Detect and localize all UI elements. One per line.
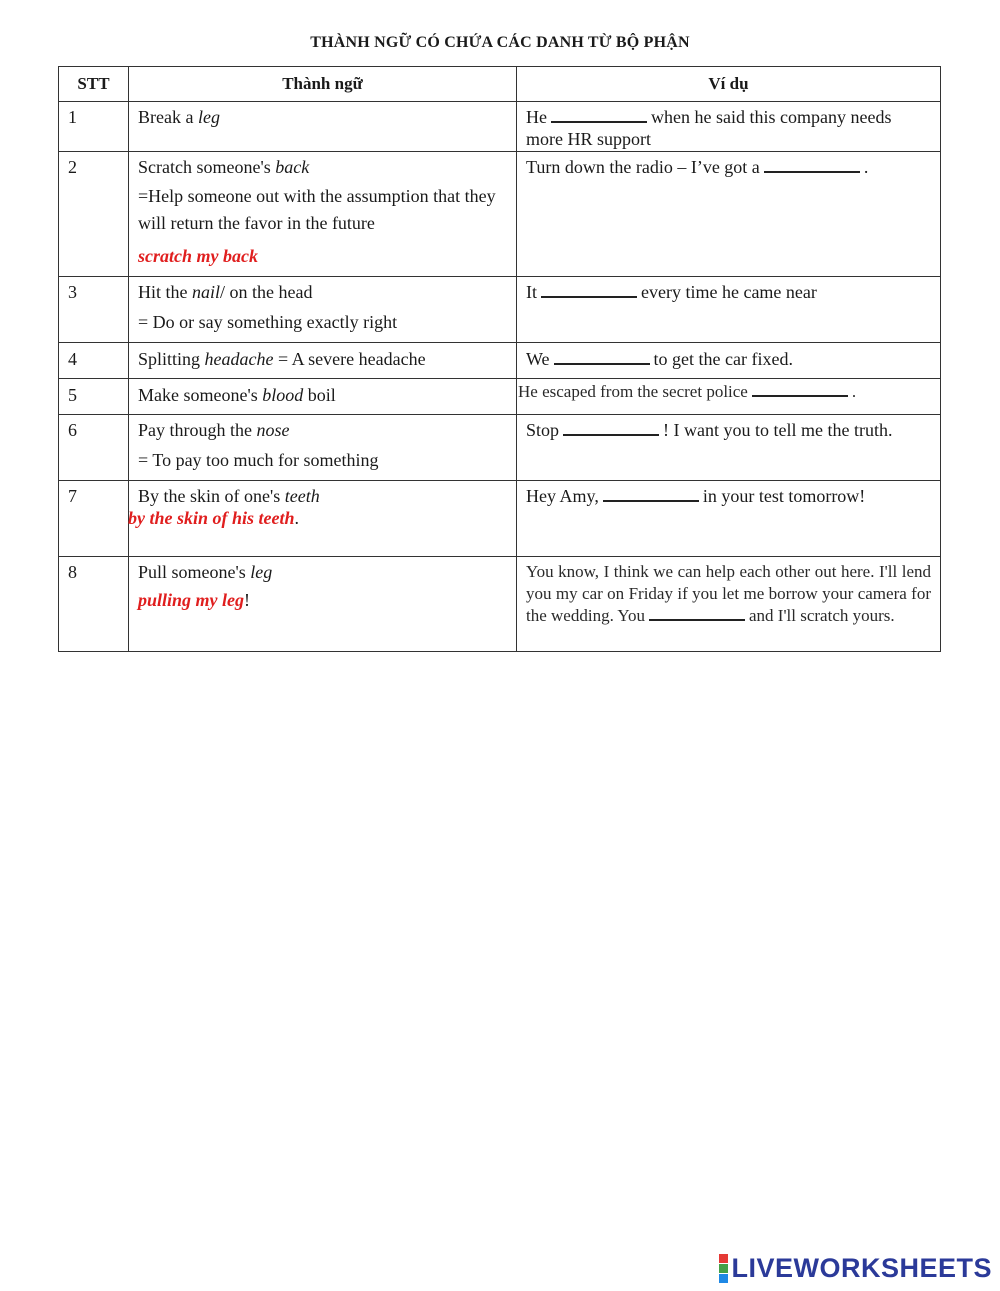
answer-blank[interactable] xyxy=(649,605,745,621)
row-number: 6 xyxy=(59,415,129,481)
idiom-text: Break a leg xyxy=(138,107,220,127)
header-stt: STT xyxy=(59,67,129,102)
idiom-cell xyxy=(129,481,517,557)
table-row xyxy=(59,415,941,481)
idiom-cell xyxy=(129,152,517,277)
example-cell: You know, I think we can help each other out here. I'll lend you my car on Friday if you let me borrow your camera for the wedding. You and I'll scratch yours. xyxy=(517,557,941,652)
example-cell: He when he said this company needs more HR support xyxy=(517,102,941,152)
header-example: Ví dụ xyxy=(517,67,941,102)
table-row xyxy=(59,379,941,415)
idiom-meaning: = To pay too much for something xyxy=(138,450,379,470)
row-number: 2 xyxy=(59,152,129,277)
row-number: 1 xyxy=(59,102,129,152)
worksheet-title: THÀNH NGỮ CÓ CHỨA CÁC DANH TỪ BỘ PHẬN xyxy=(310,34,690,51)
answer-blank[interactable] xyxy=(764,157,860,173)
table-row xyxy=(59,102,941,152)
idiom-text: By the skin of one's teeth xyxy=(138,486,320,506)
answer-blank[interactable] xyxy=(541,282,637,298)
idiom-answer: by the skin of his teeth xyxy=(128,508,295,528)
table-header-row xyxy=(59,67,941,102)
idiom-text: Pay through the nose xyxy=(138,420,290,440)
idiom-text: Hit the nail/ on the head xyxy=(138,282,313,302)
idiom-answer-line: pulling my leg! xyxy=(138,590,251,610)
table-row xyxy=(59,277,941,343)
row-number: 3 xyxy=(59,277,129,343)
logo-square-red xyxy=(719,1254,728,1263)
idiom-meaning: = Do or say something exactly right xyxy=(138,312,398,332)
idiom-text: Make someone's blood boil xyxy=(138,385,336,405)
table-row xyxy=(59,481,941,557)
logo-square-blue xyxy=(719,1274,728,1283)
example-cell: Turn down the radio – I’ve got a . xyxy=(517,152,941,277)
idiom-cell xyxy=(129,102,517,152)
row-number: 7 xyxy=(59,481,129,557)
idiom-cell xyxy=(129,343,517,379)
idiom-meaning: =Help someone out with the assumption that they will return the favor in the future xyxy=(138,186,496,233)
idiom-cell xyxy=(129,379,517,415)
answer-blank[interactable] xyxy=(752,381,848,397)
idiom-cell xyxy=(129,277,517,343)
answer-blank[interactable] xyxy=(554,349,650,365)
row-number: 5 xyxy=(59,379,129,415)
logo-square-green xyxy=(719,1264,728,1273)
idiom-text: Scratch someone's back xyxy=(138,157,310,177)
row-number: 4 xyxy=(59,343,129,379)
example-cell: He escaped from the secret police . xyxy=(517,379,941,415)
logo-text: LIVEWORKSHEETS xyxy=(731,1253,992,1283)
logo-icon xyxy=(719,1254,728,1283)
idiom-cell xyxy=(129,415,517,481)
example-cell: We to get the car fixed. xyxy=(517,343,941,379)
idiom-answer-line: by the skin of his teeth. xyxy=(128,508,300,528)
idiom-text: Splitting headache = A severe headache xyxy=(138,349,426,369)
row-number: 8 xyxy=(59,557,129,652)
idioms-table xyxy=(58,66,941,652)
answer-blank[interactable] xyxy=(603,486,699,502)
example-cell: Stop ! I want you to tell me the truth. xyxy=(517,415,941,481)
answer-blank[interactable] xyxy=(563,420,659,436)
example-cell: Hey Amy, in your test tomorrow! xyxy=(517,481,941,557)
header-idiom: Thành ngữ xyxy=(129,67,517,102)
example-cell: It every time he came near xyxy=(517,277,941,343)
idiom-answer: scratch my back xyxy=(138,246,258,266)
idiom-text: Pull someone's leg xyxy=(138,562,273,582)
table-row xyxy=(59,152,941,277)
answer-blank[interactable] xyxy=(551,107,647,123)
idiom-answer: pulling my leg xyxy=(138,590,245,610)
table-row xyxy=(59,343,941,379)
idiom-cell xyxy=(129,557,517,652)
table-row xyxy=(59,557,941,652)
liveworksheets-logo xyxy=(719,1253,992,1284)
